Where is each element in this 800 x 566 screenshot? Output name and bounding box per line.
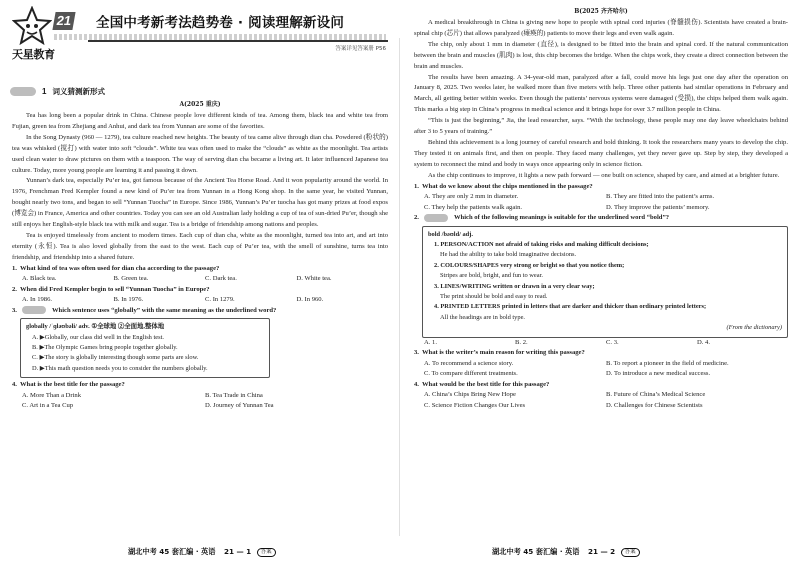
option[interactable]: D. To introduce a new medical success. — [606, 370, 711, 378]
option[interactable]: B. 2. — [515, 338, 528, 346]
dictionary-entry: globally /ˈɡləʊbəli/ adv. ①全球地 ②全面地,整体地 — [26, 323, 165, 331]
question-b4: 4. What would be the best title for this passage? — [414, 380, 550, 388]
issue-number: 21 — [52, 12, 75, 30]
answer-pill: 答案 — [257, 548, 276, 557]
option[interactable]: A. In 1986. — [22, 296, 53, 304]
option[interactable]: B. In 1976. — [113, 296, 144, 304]
dictionary-source: (From the dictionary) — [726, 324, 782, 332]
option[interactable]: C. In 1279. — [205, 296, 235, 304]
paragraph: “This is just the beginning,” Jia, the lead researcher, says. “With the technology, these people may one day leave wheelchairs behind after 3 to 5 years of training.” — [414, 117, 788, 136]
paragraph: The chip, only about 1 mm in diameter (直径), is designed to be fitted into the brain and spinal cord. If the natural communication between the brain and muscles (肌肉) is lost, this chip becomes the bridge. When the chips work, they create a direct connection between the brain and muscles. — [414, 40, 788, 70]
option[interactable]: C. ▶The story is globally interesting though some parts are slow. — [32, 354, 199, 362]
options-a2 — [12, 295, 388, 306]
dictionary-box-bold — [422, 226, 788, 338]
question-b1: 1. What do we know about the chips mentioned in the passage? — [414, 182, 593, 190]
option[interactable]: A. Black tea. — [22, 275, 57, 283]
option[interactable]: A. They are only 2 mm in diameter. — [424, 193, 519, 201]
page-number: 21 — 2 — [587, 547, 616, 556]
definition: 3. LINES/WRITING written or drawn in a very clear way; — [434, 282, 595, 290]
option[interactable]: C. Art in a Tea Cup — [22, 402, 74, 410]
section-heading — [10, 86, 105, 97]
option[interactable]: C. Science Fiction Changes Our Lives — [424, 401, 526, 409]
options-b3 — [414, 359, 788, 380]
options-a1 — [12, 274, 388, 285]
footer-right: 湖北中考 45 套汇编 · 英语 21 — 2 答案 — [492, 547, 640, 557]
question-a3: 3. Which sentence uses “globally” with the same meaning as the underlined word? — [12, 306, 277, 314]
paragraph: Tea has long been a popular drink in China. Chinese people love different kinds of tea. Among them, black tea and white tea from Fujian, green tea from Zhejiang and Anhui, and dark tea from Yunnan are some of the favorites. — [12, 112, 388, 130]
option[interactable]: D. Challenges for Chinese Scientists — [606, 401, 703, 409]
passage-a — [12, 99, 388, 412]
definition: 4. PRINTED LETTERS printed in letters that are darker and thicker than ordinary printed letters; — [434, 303, 707, 311]
passage-a-body — [12, 111, 388, 264]
paragraph: Yunnan’s dark tea, especially Pu’er tea, got famous because of the Ancient Tea Horse Road. And it won popularity around the world. In 1976, Frenchman Fred Kempler found a new kind of Pu’er tea from Yunnan in a Hong Kong shop. In the same year, he visited Yunnan, bought nearly two tons, and began to sell “Yunnan Tuocha” in Europe. Since 1986, Yunnan’s Pu’er tuocha has got many prizes at food expos (博览会) in France, America and other countries. Today you can see an old Australian lady holding a cup of tea of sun-dried Pu’er, though she still enjoys her English-style black tea with milk and sugar. Tea is a bridge of friendship among nations and peoples. — [12, 177, 388, 229]
passage-b-body — [414, 18, 788, 182]
passage-b-heading: B(2025 齐齐哈尔) — [574, 8, 628, 15]
dictionary-entry: bold /bəʊld/ adj. — [428, 230, 473, 238]
option[interactable]: D. ▶This math question needs you to consider the numbers globally. — [32, 364, 208, 372]
definition: 1. PERSON/ACTION not afraid of taking risks and making difficult decisions; — [434, 241, 649, 248]
question-a2: 2. When did Fred Kempler begin to sell “Yunnan Tuocha” in Europe? — [12, 285, 210, 293]
definition: 2. COLOURS/SHAPES very strong or bright so that you notice them; — [434, 261, 625, 269]
option[interactable]: A. ▶Globally, our class did well in the English test. — [32, 333, 164, 341]
option[interactable]: D. They improve the patients’ memory. — [606, 203, 710, 211]
option[interactable]: A. China’s Chips Bring New Hope — [424, 391, 516, 399]
example: Stripes are bold, bright, and fun to wear. — [440, 272, 543, 280]
section-number: 1 — [42, 87, 47, 96]
page-title: 全国中考新考法趋势卷 · 阅读理解新设问 — [96, 15, 345, 31]
option[interactable]: D. In 960. — [296, 296, 324, 304]
paragraph: A medical breakthrough in China is giving new hope to people with spinal cord injuries (脊髓损伤). Scientists have created a brain-spinal chip (芯片) that allows paralyzed (瘫痪的) patients to move their legs and even walk again. — [414, 19, 788, 37]
options-a4 — [12, 391, 388, 412]
page-header — [8, 6, 392, 64]
options-b2 — [414, 338, 788, 349]
example: The print should be bold and easy to read. — [440, 293, 548, 301]
brand-name: 天星教育 — [12, 49, 55, 61]
example: He had the ability to take bold imaginative decisions. — [440, 251, 577, 259]
question-b2: 2. Which of the following meanings is suitable for the underlined word “bold”? — [414, 214, 670, 222]
passage-b — [414, 6, 788, 411]
option[interactable]: A. 1. — [424, 338, 438, 346]
option[interactable]: C. To compare different treatments. — [424, 370, 518, 378]
passage-a-heading: A(2025 重庆) — [179, 101, 221, 108]
option[interactable]: B. To report a pioneer in the field of medicine. — [606, 359, 729, 367]
option[interactable]: B. Tea Trade in China — [205, 391, 263, 399]
answer-reference: 答案详见答案册 P56 — [335, 46, 386, 52]
example: All the headings are in bold type. — [440, 313, 526, 321]
new-format-tag — [22, 306, 46, 314]
dictionary-box-globally — [20, 318, 270, 378]
page-number: 21 — 1 — [223, 547, 252, 556]
option[interactable]: B. They are fitted into the patient’s arms. — [606, 193, 715, 201]
answer-pill: 答案 — [621, 548, 640, 557]
option[interactable]: C. They help the patients walk again. — [424, 203, 523, 211]
right-page — [400, 0, 800, 566]
question-b3: 3. What is the writer’s main reason for writing this passage? — [414, 349, 585, 357]
option[interactable]: C. 3. — [606, 338, 619, 346]
paragraph: The results have been amazing. A 34-year-old man, paralyzed after a fall, could move his legs just one day after the operation on January 8, 2025. Two weeks later, he walked more than five meters with help. Three other patients had similar operations in February and March, all getting better within weeks. Even though the patients’ nervous systems were damaged (受损), the chips helped them walk again. This marks a big step in China’s progress in medical science and it brings hope for over 3.7 million people in China. — [414, 73, 788, 114]
option[interactable]: D. Journey of Yunnan Tea — [205, 402, 274, 410]
question-a1: 1. What kind of tea was often used for dian cha according to the passage? — [12, 264, 220, 272]
option[interactable]: A. To recommend a science story. — [424, 359, 514, 367]
question-a4: 4. What is the best title for the passage? — [12, 381, 125, 389]
title-divider — [88, 40, 388, 42]
paragraph: Behind this achievement is a long journey of careful research and bold thinking. It took the researchers many years to develop the chip. They tested it on animals first, and then on people. They faced many challenges, yet they never gave up. Step by step, they developed a system to reconnect the mind and body in ways once appearing only in science fiction. — [414, 138, 788, 168]
option[interactable]: B. ▶The Olympic Games bring people together globally. — [32, 344, 178, 351]
option[interactable]: B. Green tea. — [113, 275, 149, 283]
options-b1 — [414, 192, 788, 213]
new-format-tag — [424, 214, 448, 222]
section-title: 词义猜测新形式 — [52, 87, 105, 96]
footer-left: 湖北中考 45 套汇编 · 英语 21 — 1 答案 — [128, 547, 276, 557]
paragraph: In the Song Dynasty (960 — 1279), tea culture reached new heights. The beauty of tea came alive through dian cha. Powdered (粉状的) tea was whisked (搅打) with water into soft “clouds”. White tea was often used to make the “clouds” as white as the moonlight. Tea artists used clean water to draw pictures on them with a teaspoon. The way of serving dian cha became a living art. It later influenced Japanese tea culture. Today, more young people are learning it and passing it down. — [12, 133, 388, 174]
section-tag — [10, 87, 36, 96]
option[interactable]: B. Future of China’s Medical Science — [606, 391, 706, 399]
star-logo-icon — [12, 6, 52, 46]
option[interactable]: C. Dark tea. — [205, 275, 237, 283]
option[interactable]: A. More Than a Drink — [22, 391, 82, 399]
paragraph: As the chip continues to improve, it lights a new path forward — one built on science, shaped by care, and aimed at a brighter future. — [428, 171, 780, 179]
option[interactable]: D. White tea. — [296, 275, 332, 283]
options-b4 — [414, 390, 788, 411]
option[interactable]: D. 4. — [697, 338, 711, 346]
paragraph: Tea is enjoyed timelessly from ancient to modern times. Each cup of dian cha, white as the moonlight, turned tea into art, and art into eternity (永恒). Tea is also loved globally from the east to the west. Each cup of Pu’er tea, with the smell of sunshine, turns tea into friendship, and friendship into a shared future. — [12, 231, 388, 261]
